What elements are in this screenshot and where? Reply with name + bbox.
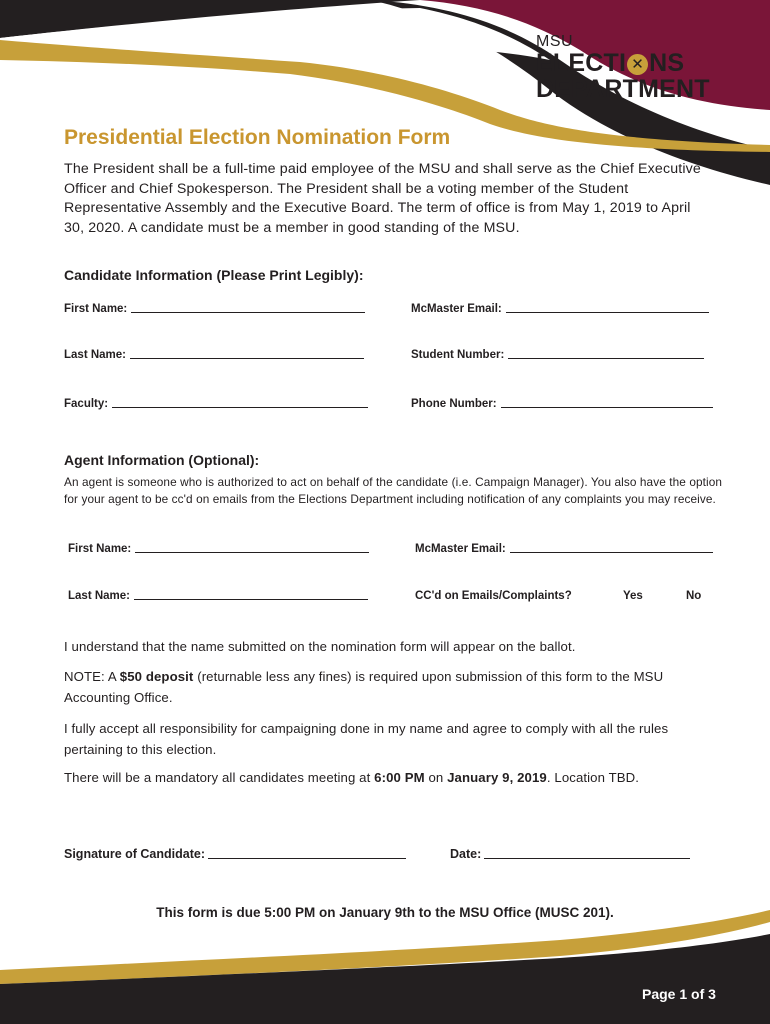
candidate-phone-field[interactable] — [411, 398, 713, 410]
due-notice: This form is due 5:00 PM on January 9th to the MSU Office (MUSC 201). — [156, 905, 614, 920]
agent-first-name-field[interactable] — [68, 543, 369, 555]
agent-cc-no-option[interactable]: No — [686, 590, 702, 602]
candidate-first-name-label: First Name: — [64, 303, 128, 315]
logo-department-text: DEPARTMENT — [536, 75, 710, 103]
candidate-phone-line[interactable] — [501, 406, 713, 408]
agent-cc-yes-option[interactable]: Yes — [623, 590, 643, 602]
date-line[interactable] — [484, 857, 690, 859]
candidate-first-name-line[interactable] — [131, 311, 365, 313]
candidate-last-name-label: Last Name: — [64, 349, 126, 361]
intro-paragraph: The President shall be a full-time paid employee of the MSU and shall serve as the Chief Executive Officer and Chief Spokesperson. The President shall be a voting member of the Student Representative Assembly and the Executive Board. The term of office is from May 1, 2019 to April 30, 2020. A candidate must be a member in good standing of the MSU. — [64, 161, 701, 236]
date-label: Date: — [450, 847, 482, 861]
agent-last-name-field[interactable] — [68, 590, 368, 602]
agent-email-field[interactable] — [415, 543, 713, 555]
agent-last-name-label: Last Name: — [68, 590, 130, 602]
candidate-phone-label: Phone Number: — [411, 398, 497, 410]
agent-section-heading: Agent Information (Optional): — [64, 452, 260, 468]
candidate-section-heading: Candidate Information (Please Print Legibly): — [64, 267, 364, 283]
candidate-email-line[interactable] — [506, 311, 709, 313]
candidate-faculty-label: Faculty: — [64, 398, 109, 410]
candidate-faculty-field[interactable] — [64, 398, 368, 410]
candidate-last-name-line[interactable] — [130, 357, 364, 359]
agent-first-name-line[interactable] — [135, 551, 369, 553]
candidate-faculty-line[interactable] — [112, 406, 368, 408]
candidate-last-name-field[interactable] — [64, 349, 364, 361]
meeting-time: 6:00 PM — [374, 770, 425, 785]
agent-email-line[interactable] — [510, 551, 713, 553]
page-number: Page 1 of 3 — [642, 986, 716, 1002]
signature-line[interactable] — [208, 857, 406, 859]
deposit-amount: $50 deposit — [119, 669, 194, 684]
logo-msu-text: MSU — [536, 33, 574, 50]
meeting-date: January 9, 2019 — [447, 770, 547, 785]
form-title: Presidential Election Nomination Form — [64, 126, 451, 149]
agent-cc-label: CC'd on Emails/Complaints? — [415, 590, 572, 602]
logo-elections-text: ELECTI ✕ NS — [536, 49, 685, 77]
signature-label: Signature of Candidate: — [64, 847, 205, 861]
date-field[interactable] — [450, 847, 690, 861]
candidate-email-field[interactable] — [411, 303, 709, 315]
candidate-first-name-field[interactable] — [64, 303, 365, 315]
meeting-notice: There will be a mandatory all candidates meeting at 6:00 PM on January 9, 2019. Location TBD. — [64, 770, 640, 785]
signature-field[interactable] — [64, 847, 406, 861]
candidate-student-number-line[interactable] — [508, 357, 704, 359]
ballot-statement: I understand that the name submitted on the nomination form will appear on the ballot. — [64, 639, 576, 654]
responsibility-statement: I fully accept all responsibility for campaigning done in my name and agree to comply with all the rules pertaining to this election. — [64, 721, 669, 757]
agent-description: An agent is someone who is authorized to act on behalf of the candidate (i.e. Campaign Manager). You also have the option for your agent to be cc'd on emails from the Elections Department including notification of any complaints you may receive. — [64, 475, 723, 507]
candidate-student-number-field[interactable] — [411, 349, 704, 361]
agent-email-label: McMaster Email: — [415, 543, 506, 555]
logo-x-icon: ✕ — [627, 54, 648, 75]
agent-first-name-label: First Name: — [68, 543, 132, 555]
candidate-email-label: McMaster Email: — [411, 303, 502, 315]
candidate-student-number-label: Student Number: — [411, 349, 505, 361]
agent-last-name-line[interactable] — [134, 598, 368, 600]
deposit-note: NOTE: A $50 deposit (returnable less any fines) is required upon submission of this form to the MSU Accounting Office. — [64, 669, 664, 705]
elections-department-logo — [536, 34, 710, 102]
